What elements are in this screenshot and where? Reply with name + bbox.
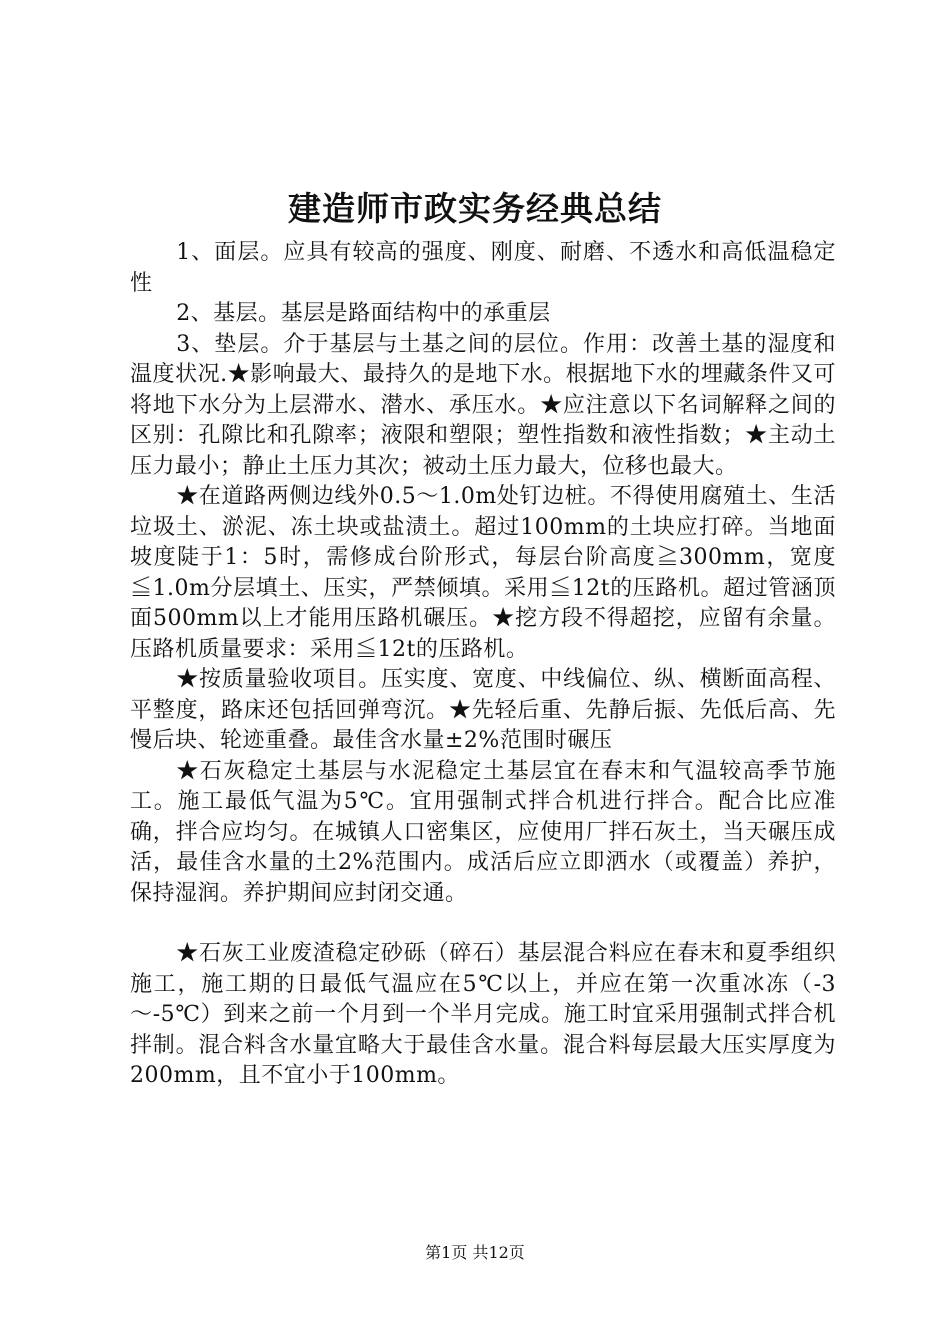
paragraph-quality-acceptance: ★按质量验收项目。压实度、宽度、中线偏位、纵、横断面高程、平整度，路床还包括回弹弯沉。★先轻后重、先静后振、先低后高、先慢后块、轮迹重叠。最佳含水量±2%范围时碾压 [130, 667, 836, 753]
paragraph-base-layer: 2、基层。基层是路面结构中的承重层 [176, 301, 551, 326]
page-number-footer: 第1页 共12页 [425, 1243, 525, 1262]
document-title: 建造师市政实务经典总结 [288, 189, 662, 228]
paragraph-edge-stakes: ★在道路两侧边线外0.5～1.0m处钉边桩。不得使用腐殖土、生活垃圾土、淤泥、冻土块或盐渍土。超过100mm的土块应打碎。当地面坡度陡于1：5时，需修成台阶形式，每层台阶高度≧300mm，宽度≦1.0m分层填土、压实，严禁倾填。采用≦12t的压路机。超过管涵顶面500mm以上才能用压路机碾压。★挖方段不得超挖，应留有余量。压路机质量要求：采用≦12t的压路机。 [130, 484, 836, 662]
document-body [130, 238, 836, 1092]
paragraph-cushion-layer: 3、垫层。介于基层与土基之间的层位。作用：改善土基的湿度和温度状况.★影响最大、最持久的是地下水。根据地下水的埋藏条件又可将地下水分为上层滞水、潜水、承压水。★应注意以下名词解释之间的区别：孔隙比和孔隙率；液限和塑限；塑性指数和液性指数；★主动土压力最小；静止土压力其次；被动土压力最大，位移也最大。 [130, 331, 836, 479]
paragraph-lime-stabilized-soil: ★石灰稳定土基层与水泥稳定土基层宜在春末和气温较高季节施工。施工最低气温为5℃。宜用强制式拌合机进行拌合。配合比应准确，拌合应均匀。在城镇人口密集区，应使用厂拌石灰土，当天碾压成活，最佳含水量的土2%范围内。成活后应立即洒水（或覆盖）养护，保持湿润。养护期间应封闭交通。 [130, 758, 836, 906]
paragraph-industrial-waste-base: ★石灰工业废渣稳定砂砾（碎石）基层混合料应在春末和夏季组织施工，施工期的日最低气温应在5℃以上，并应在第一次重冰冻（-3～-5℃）到来之前一个月到一个半月完成。施工时宜采用强制式拌合机拌制。混合料含水量宜略大于最佳含水量。混合料每层最大压实厚度为200mm，且不宜小于100mm。 [130, 941, 836, 1088]
paragraph-surface-layer: 1、面层。应具有较高的强度、刚度、耐磨、不透水和高低温稳定性 [130, 240, 836, 296]
